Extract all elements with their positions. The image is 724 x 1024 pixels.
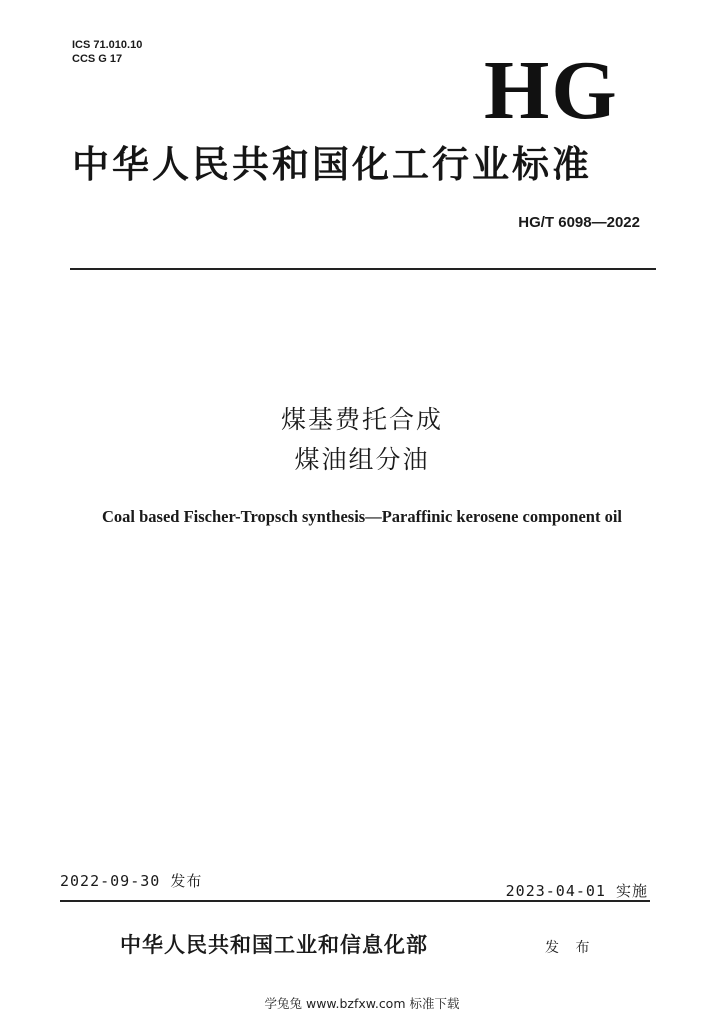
- classification-codes: [72, 38, 142, 66]
- issue-date: 2022-09-30 发布: [60, 872, 203, 890]
- title-zh-line1: 煤基费托合成: [280, 405, 443, 434]
- standard-code: HG/T 6098—2022: [518, 214, 640, 231]
- top-divider: [70, 268, 656, 270]
- bottom-divider: [60, 900, 650, 902]
- implementation-date: 2023-04-01 实施: [505, 882, 648, 900]
- ics-code: ICS 71.010.10: [72, 39, 143, 51]
- publish-label: 发 布: [545, 940, 596, 956]
- title-zh-line2: 煤油组分油: [294, 445, 430, 474]
- publisher-name: 中华人民共和国工业和信息化部: [120, 933, 428, 957]
- ccs-code: CCS G 17: [72, 53, 123, 65]
- hg-logo: HG: [484, 44, 619, 137]
- organization-title: 中华人民共和国化工行业标准: [72, 143, 592, 186]
- watermark: 学兔兔 www.bzfxw.com 标准下载: [264, 996, 460, 1011]
- title-en: Coal based Fischer-Tropsch synthesis—Paraffinic kerosene component oil: [101, 507, 623, 526]
